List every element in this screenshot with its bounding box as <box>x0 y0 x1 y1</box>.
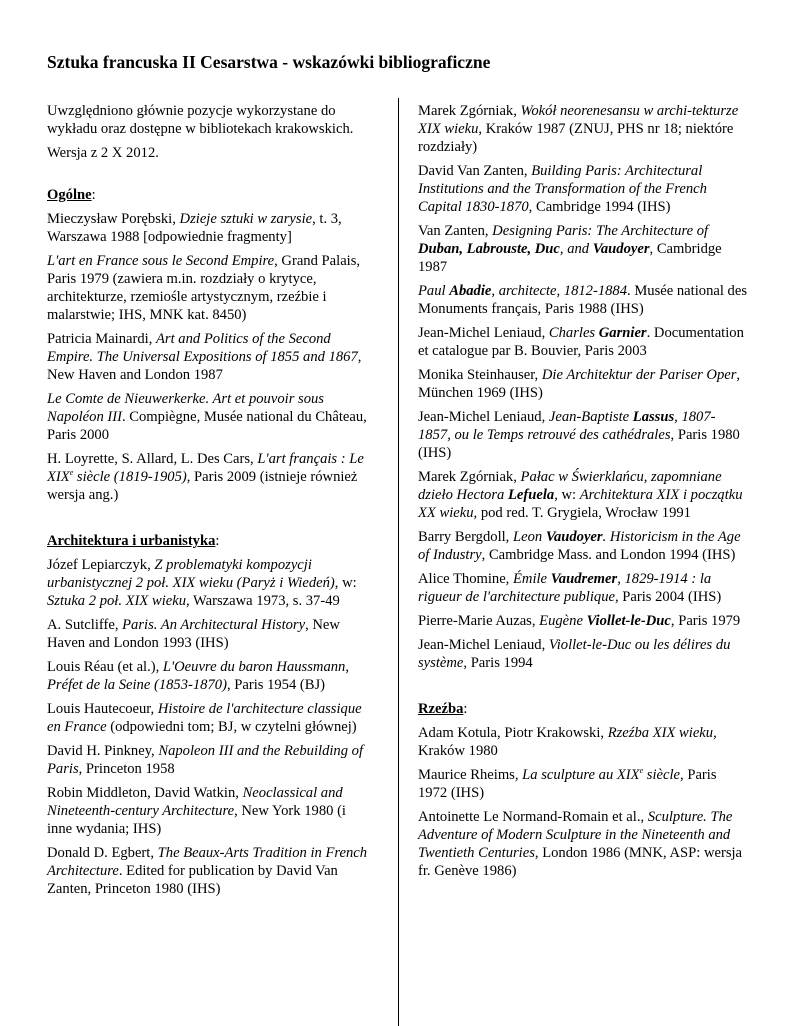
page-title: Sztuka francuska II Cesarstwa - wskazówki bibliograficzne <box>47 52 491 72</box>
bib-entry: Adam Kotula, Piotr Krakowski, Rzeźba XIX wieku, Kraków 1980 <box>418 725 717 759</box>
bib-entry: Józef Lepiarczyk, Z problematyki kompozycji urbanistycznej 2 poł. XIX wieku (Paryż i Wiedeń), w: Sztuka 2 poł. XIX wieku, Warszawa 1973, s. 37-49 <box>47 557 357 609</box>
bib-entry: Pierre-Marie Auzas, Eugène Viollet-le-Duc, Paris 1979 <box>418 613 741 629</box>
column-divider <box>398 98 399 1026</box>
bib-entry: Robin Middleton, David Watkin, Neoclassical and Nineteenth-century Architecture, New York 1980 (i inne wydania; IHS) <box>47 785 346 837</box>
bib-entry: Monika Steinhauser, Die Architektur der Pariser Oper, München 1969 (IHS) <box>418 367 741 401</box>
section-heading-sculpture: Rzeźba: <box>418 701 468 717</box>
bib-entry: Marek Zgórniak, Pałac w Świerklańcu, zapomniane dzieło Hectora Lefuela, w: Architektura XIX i początku XX wieku, pod red. T. Grygiela, Wrocław 1991 <box>418 469 743 521</box>
section-title: Ogólne <box>47 187 92 203</box>
section-title: Rzeźba <box>418 701 464 717</box>
bib-entry: Jean-Michel Leniaud, Charles Garnier. Documentation et catalogue par B. Bouvier, Paris 2003 <box>418 325 744 359</box>
bib-entry: Mieczysław Porębski, Dzieje sztuki w zarysie, t. 3, Warszawa 1988 [odpowiednie fragmenty] <box>47 211 342 245</box>
section-heading-architecture: Architektura i urbanistyka: <box>47 533 220 549</box>
intro-text: Uwzględniono głównie pozycje wykorzystane do wykładu oraz dostępne w bibliotekach krakowskich. <box>47 103 354 137</box>
bib-entry: A. Sutcliffe, Paris. An Architectural History, New Haven and London 1993 (IHS) <box>47 617 340 651</box>
bib-entry: Barry Bergdoll, Leon Vaudoyer. Historicism in the Age of Industry, Cambridge Mass. and London 1994 (IHS) <box>418 529 741 563</box>
bib-entry: H. Loyrette, S. Allard, L. Des Cars, L'art français : Le XIXe siècle (1819-1905), Paris 2009 (istnieje również wersja ang.) <box>47 451 364 503</box>
bib-entry: Le Comte de Nieuwerkerke. Art et pouvoir sous Napoléon III. Compiègne, Musée national du Château, Paris 2000 <box>47 391 367 443</box>
bib-entry: Antoinette Le Normand-Romain et al., Sculpture. The Adventure of Modern Sculpture in the Nineteenth and Twentieth Centuries, London 1986 (MNK, ASP: wersja fr. Genève 1986) <box>418 809 743 879</box>
bib-entry: Louis Hautecoeur, Histoire de l'architecture classique en France (odpowiedni tom; BJ, w czytelni głównej) <box>47 701 362 735</box>
bib-entry: Donald D. Egbert, The Beaux-Arts Tradition in French Architecture. Edited for publication by David Van Zanten, Princeton 1980 (IHS) <box>47 845 368 897</box>
bib-entry: Paul Abadie, architecte, 1812-1884. Musée national des Monuments français, Paris 1988 (IHS) <box>418 283 747 317</box>
right-column <box>418 102 748 886</box>
left-column <box>47 102 372 904</box>
bib-entry: Jean-Michel Leniaud, Viollet-le-Duc ou les délires du système, Paris 1994 <box>418 637 731 671</box>
bib-entry: Van Zanten, Designing Paris: The Architecture of Duban, Labrouste, Duc, and Vaudoyer, Cambridge 1987 <box>418 223 722 275</box>
bib-entry: Jean-Michel Leniaud, Jean-Baptiste Lassus, 1807-1857, ou le Temps retrouvé des cathédrales, Paris 1980 (IHS) <box>418 409 740 461</box>
bib-entry: Patricia Mainardi, Art and Politics of the Second Empire. The Universal Expositions of 1855 and 1867, New Haven and London 1987 <box>47 331 362 383</box>
version-text: Wersja z 2 X 2012. <box>47 145 159 161</box>
bib-entry: David Van Zanten, Building Paris: Architectural Institutions and the Transformation of the French Capital 1830-1870, Cambridge 1994 (IHS) <box>418 163 707 215</box>
bib-entry: L'art en France sous le Second Empire, Grand Palais, Paris 1979 (zawiera m.in. rozdziały o krytyce, architekturze, rzemiośle artystycznym, rzeźbie i malarstwie; IHS, MNK kat. 8450) <box>47 253 361 323</box>
bib-entry: Alice Thomine, Émile Vaudremer, 1829-1914 : la rigueur de l'architecture publique, Paris 2004 (IHS) <box>418 571 722 605</box>
section-title: Architektura i urbanistyka <box>47 533 216 549</box>
bib-entry: Marek Zgórniak, Wokół neorenesansu w archi-tekturze XIX wieku, Kraków 1987 (ZNUJ, PHS nr 18; niektóre rozdziały) <box>418 103 739 155</box>
section-heading-general: Ogólne: <box>47 187 96 203</box>
bib-entry: Louis Réau (et al.), L'Oeuvre du baron Haussmann, Préfet de la Seine (1853-1870), Paris 1954 (BJ) <box>47 659 349 693</box>
bib-entry: David H. Pinkney, Napoleon III and the Rebuilding of Paris, Princeton 1958 <box>47 743 364 777</box>
bib-entry: Maurice Rheims, La sculpture au XIXe siècle, Paris 1972 (IHS) <box>418 766 717 801</box>
